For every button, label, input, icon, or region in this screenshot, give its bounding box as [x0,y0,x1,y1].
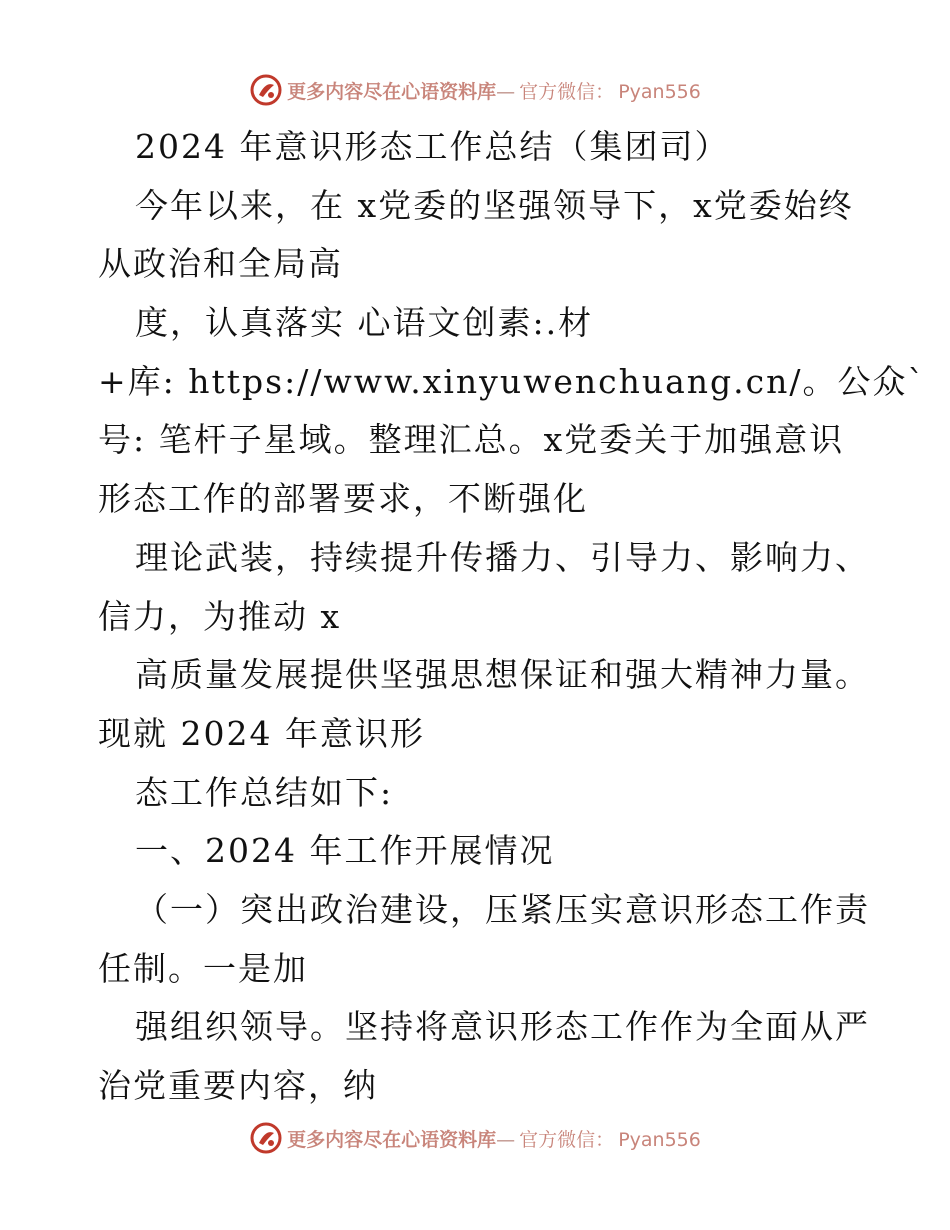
brand-logo-icon [249,73,283,107]
paragraph-line: 高质量发展提供坚强思想保证和强大精神力量。 [135,655,870,695]
watermark-text [287,1125,701,1152]
separator: — [496,1128,516,1151]
paragraph-line: 信力，为推动 x [98,596,342,636]
paragraph-line: 度，认真落实 心语文创素:.材 [135,303,594,343]
brand-text: 更多内容尽在心语资料库 [287,80,497,103]
wechat-label: 官方微信： [519,1128,615,1151]
paragraph-line: 态工作总结如下: [135,772,394,812]
wechat-label: 官方微信： [519,80,615,103]
watermark-text [287,77,701,104]
wechat-id: Pyan556 [618,80,701,103]
paragraph-line: 强组织领导。坚持将意识形态工作作为全面从严 [135,1007,870,1047]
separator: — [496,80,516,103]
document-body [98,118,926,1116]
subsection-heading: （一）突出政治建设，压紧压实意识形态工作责 [135,889,870,929]
wechat-id: Pyan556 [618,1128,701,1151]
paragraph-line: 现就 2024 年意识形 [98,713,425,753]
paragraph-line: 从政治和全局高 [98,244,343,284]
footer-watermark-banner [0,1118,950,1158]
paragraph-line: 任制。一是加 [98,948,308,988]
section-heading: 一、2024 年工作开展情况 [135,831,555,871]
paragraph-line: 今年以来，在 x党委的坚强领导下，x党委始终 [135,185,854,225]
paragraph-line: +库: https://www.xinyuwenchuang.cn/。公众` [98,361,926,401]
document-title: 2024 年意识形态工作总结（集团司） [135,127,730,166]
paragraph-line: 号: 笔杆子星域。整理汇总。x党委关于加强意识 [98,420,845,460]
paragraph-line: 治党重要内容，纳 [98,1066,378,1105]
paragraph-line: 理论武装，持续提升传播力、引导力、影响力、 [135,537,870,577]
paragraph-line: 形态工作的部署要求，不断强化 [98,479,588,519]
header-watermark-banner [0,70,950,110]
brand-text: 更多内容尽在心语资料库 [287,1128,497,1151]
brand-logo-icon [249,1121,283,1155]
